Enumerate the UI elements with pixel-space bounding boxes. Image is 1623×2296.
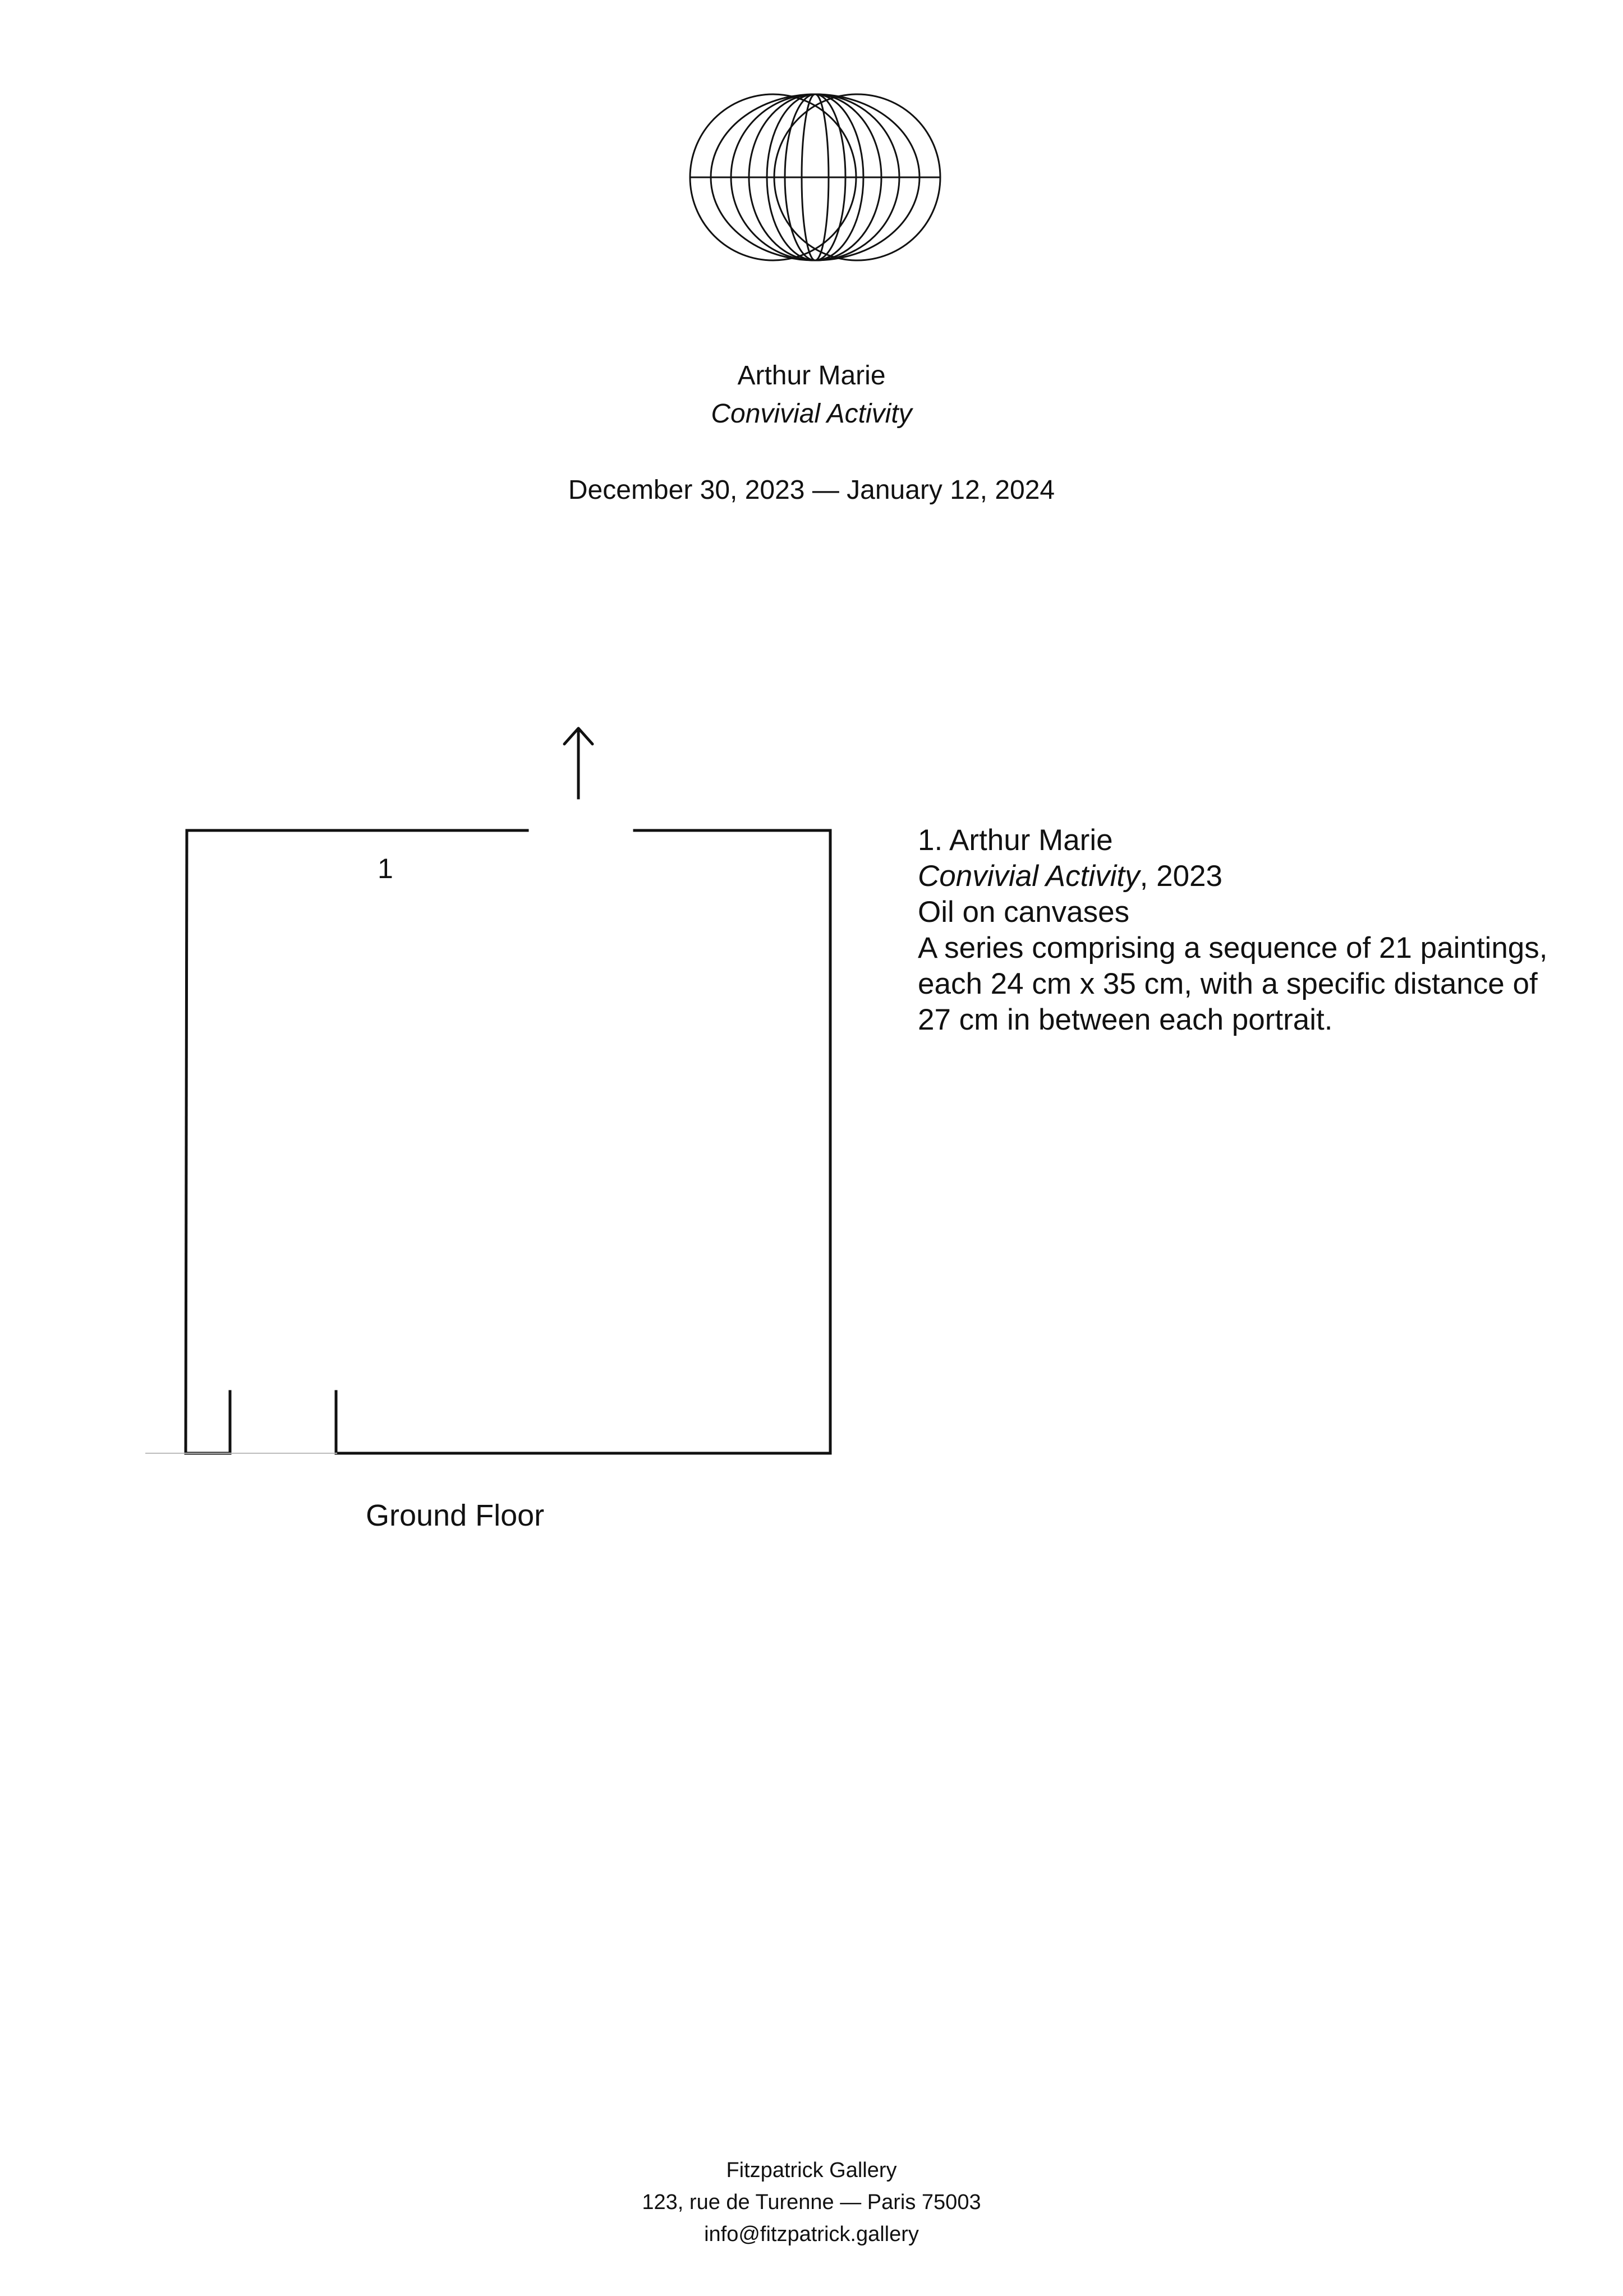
artwork-medium: Oil on canvases bbox=[918, 896, 1130, 929]
artwork-description-line: A series comprising a sequence of 21 paintings, bbox=[918, 931, 1548, 965]
gallery-name: Fitzpatrick Gallery bbox=[726, 2159, 897, 2182]
exhibition-dates: December 30, 2023 — January 12, 2024 bbox=[568, 475, 1055, 505]
gallery-globe-logo-icon bbox=[683, 91, 947, 263]
footer bbox=[0, 2155, 1623, 2251]
artist-name: Arthur Marie bbox=[737, 361, 886, 391]
floor-plan bbox=[135, 718, 864, 1476]
artwork-description-line: 27 cm in between each portrait. bbox=[918, 1003, 1333, 1036]
artwork-number-artist: 1. Arthur Marie bbox=[918, 824, 1113, 857]
artwork-title-line bbox=[918, 858, 1585, 894]
room-marker: 1 bbox=[378, 853, 393, 884]
north-arrow-icon bbox=[564, 728, 592, 798]
artwork-caption bbox=[918, 823, 1585, 1038]
artwork-title: Convivial Activity bbox=[918, 860, 1140, 893]
gallery-address: 123, rue de Turenne — Paris 75003 bbox=[642, 2191, 981, 2214]
floor-label: Ground Floor bbox=[366, 1499, 545, 1532]
exhibition-title: Convivial Activity bbox=[711, 399, 912, 429]
artwork-description-line: each 24 cm x 35 cm, with a specific distance of bbox=[918, 967, 1538, 1000]
gallery-email[interactable]: info@fitzpatrick.gallery bbox=[704, 2222, 919, 2246]
artwork-year: , 2023 bbox=[1139, 860, 1222, 893]
room-walls bbox=[186, 830, 830, 1453]
